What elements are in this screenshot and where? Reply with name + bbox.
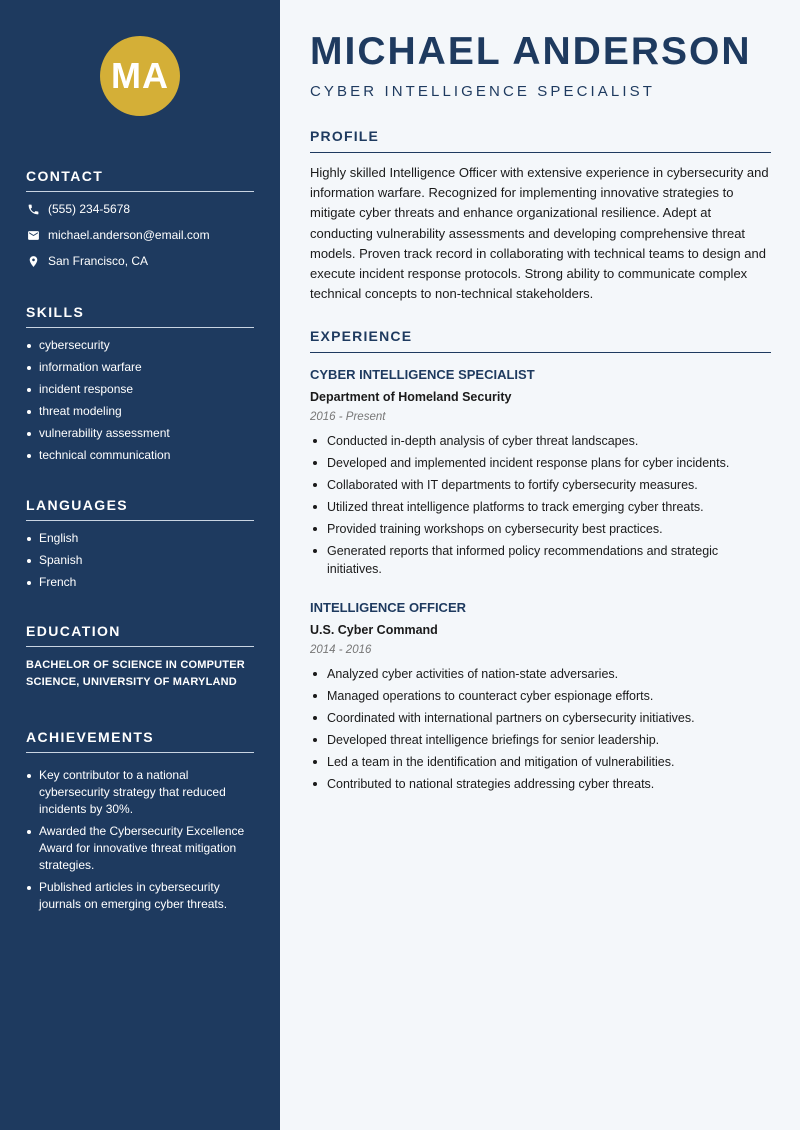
- language-item: French: [26, 575, 254, 590]
- education-section: [26, 623, 254, 691]
- job-bullet: Managed operations to counteract cyber espionage efforts.: [310, 687, 771, 705]
- job-bullet: Analyzed cyber activities of nation-state adversaries.: [310, 665, 771, 683]
- contact-location: [26, 252, 254, 270]
- job-dates: 2016 - Present: [310, 411, 386, 423]
- language-item: Spanish: [26, 553, 254, 568]
- full-name: MICHAEL ANDERSON: [310, 30, 752, 73]
- education-degree: BACHELOR OF SCIENCE IN COMPUTER SCIENCE, UNIVERSITY OF MARYLAND: [26, 659, 245, 688]
- job-bullet: Coordinated with international partners on cybersecurity initiatives.: [310, 709, 771, 727]
- job-bullets: [310, 665, 771, 793]
- achievement-item: Awarded the Cybersecurity Excellence Award for innovative threat mitigation strategies.: [26, 823, 254, 874]
- languages-heading: LANGUAGES: [26, 497, 254, 521]
- languages-list: [26, 531, 254, 590]
- skill-item: cybersecurity: [26, 338, 254, 353]
- map-pin-icon: [26, 254, 40, 268]
- email-text: michael.anderson@email.com: [48, 228, 210, 242]
- avatar-initials: MA: [111, 55, 169, 96]
- achievements-heading: ACHIEVEMENTS: [26, 729, 254, 753]
- education-heading: EDUCATION: [26, 623, 254, 647]
- job-bullet: Contributed to national strategies addressing cyber threats.: [310, 775, 771, 793]
- contact-email[interactable]: [26, 226, 254, 244]
- skills-heading: SKILLS: [26, 304, 254, 328]
- job-bullet: Provided training workshops on cybersecurity best practices.: [310, 520, 771, 538]
- language-item: English: [26, 531, 254, 546]
- skill-item: information warfare: [26, 360, 254, 375]
- job-title: CYBER INTELLIGENCE SPECIALIST: [310, 83, 655, 100]
- job-bullet: Developed threat intelligence briefings for senior leadership.: [310, 731, 771, 749]
- job-bullet: Collaborated with IT departments to fortify cybersecurity measures.: [310, 476, 771, 494]
- job-role: CYBER INTELLIGENCE SPECIALIST: [310, 367, 535, 382]
- skills-list: [26, 338, 254, 463]
- contact-heading: CONTACT: [26, 168, 254, 192]
- job-bullet: Generated reports that informed policy recommendations and strategic initiatives.: [310, 542, 771, 578]
- contact-section: [26, 168, 254, 270]
- sidebar: [0, 0, 280, 1130]
- job-bullet: Developed and implemented incident response plans for cyber incidents.: [310, 454, 771, 472]
- job-bullet: Utilized threat intelligence platforms to track emerging cyber threats.: [310, 498, 771, 516]
- skills-section: [26, 304, 254, 470]
- achievement-item: Key contributor to a national cybersecurity strategy that reduced incidents by 30%.: [26, 767, 254, 818]
- job-bullet: Conducted in-depth analysis of cyber threat landscapes.: [310, 432, 771, 450]
- contact-phone[interactable]: [26, 200, 254, 218]
- job-bullet: Led a team in the identification and mitigation of vulnerabilities.: [310, 753, 771, 771]
- languages-section: [26, 497, 254, 597]
- skill-item: incident response: [26, 382, 254, 397]
- job-dates: 2014 - 2016: [310, 644, 372, 656]
- skill-item: technical communication: [26, 448, 254, 463]
- envelope-icon: [26, 228, 40, 242]
- achievements-section: [26, 729, 254, 918]
- experience-entry: [310, 600, 771, 797]
- job-company: U.S. Cyber Command: [310, 623, 438, 637]
- skill-item: vulnerability assessment: [26, 426, 254, 441]
- achievements-list: [26, 767, 254, 913]
- phone-text: (555) 234-5678: [48, 202, 131, 216]
- profile-text: Highly skilled Intelligence Officer with extensive experience in cybersecurity and information warfare. Recognized for implementing innovative strategies to mitigate cyber threats and enhance organizational resilience. Adept at conducting vulnerability assessments and developing comprehensive threat models. Proven track record in collaborating with technical teams to design and execute incident response protocols. Strong ability to communicate complex technical concepts to non-technical stakeholders.: [310, 165, 769, 302]
- experience-heading: EXPERIENCE: [310, 328, 771, 353]
- location-text: San Francisco, CA: [48, 254, 149, 268]
- profile-heading: PROFILE: [310, 128, 771, 153]
- job-role: INTELLIGENCE OFFICER: [310, 600, 466, 615]
- job-company: Department of Homeland Security: [310, 390, 512, 404]
- achievement-item: Published articles in cybersecurity journals on emerging cyber threats.: [26, 879, 254, 913]
- avatar: [100, 36, 180, 116]
- phone-icon: [26, 202, 40, 216]
- job-bullets: [310, 432, 771, 578]
- experience-entry: [310, 367, 771, 582]
- skill-item: threat modeling: [26, 404, 254, 419]
